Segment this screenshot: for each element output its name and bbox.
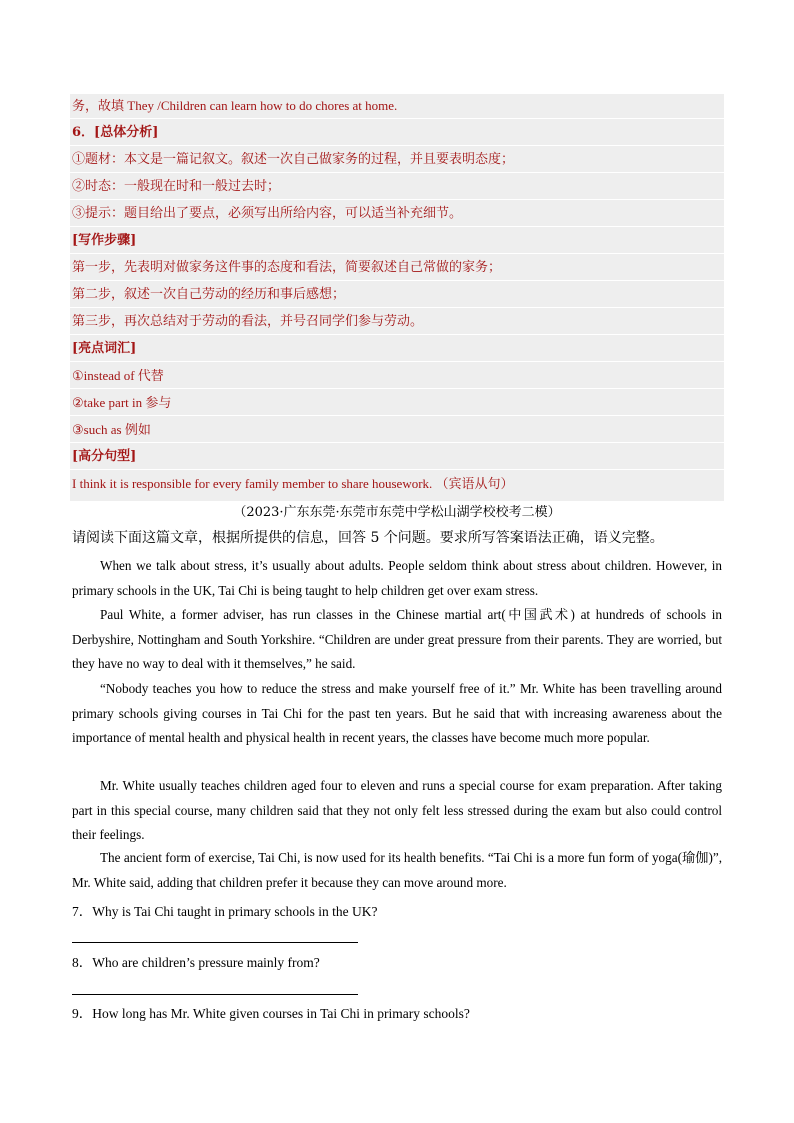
answer-line-en: I think it is responsible for every family member to share housework. （宾语从句） [72,476,514,491]
answer-line-zh: 第二步，叙述一次自己劳动的经历和事后感想； [72,287,346,302]
vocab-item [72,364,164,388]
row-separator [70,469,724,470]
answer-line [72,94,397,118]
question-7: 7．Why is Tai Chi taught in primary schools in the UK? [72,904,378,919]
row-separator [70,415,724,416]
answer-line [72,175,280,199]
answer-line-zh: [亮点词汇] [72,341,137,356]
question-9: 9．How long has Mr. White given courses in Tai Chi in primary schools? [72,1006,470,1021]
passage-paragraph: The ancient form of exercise, Tai Chi, is now used for its health benefits. “Tai Chi is a more fun form of yoga(瑜伽)”, Mr. White said, adding that children prefer it because they can move around more. [72,850,722,890]
answer-line-zh: ①题材：本文是一篇记叙文。叙述一次自己做家务的过程，并且要表明态度； [72,152,515,167]
vocab-item [72,391,171,415]
row-separator [70,172,724,173]
answer-line-en: take part in 参与 [83,395,172,410]
passage-paragraph: “Nobody teaches you how to reduce the stress and make yourself free of it.” Mr. White has been travelling around primary schools giving courses in Tai Chi for the past ten years. But he said that with increasing awareness about the importance of mental health and physical health in recent years, the classes have become much more popular. [72,681,722,745]
row-separator [70,226,724,227]
row-separator [70,361,724,362]
answer-explanation-box [70,94,724,501]
answer-line-en: instead of 代替 [83,368,164,383]
answer-blank-8[interactable] [72,994,358,995]
answer-line-zh: ②时态：一般现在时和一般过去时； [72,179,281,194]
row-separator [70,280,724,281]
answer-line-en: such as 例如 [83,422,151,437]
answer-line-zh: [高分句型] [72,449,137,464]
answer-line [72,256,501,280]
row-separator [70,145,724,146]
row-separator [70,199,724,200]
answer-line [72,472,514,496]
row-separator [70,334,724,335]
row-separator [70,253,724,254]
section-heading-high-score-sentence [72,445,136,469]
answer-line [72,148,514,172]
row-separator [70,118,724,119]
answer-line-zh: [写作步骤] [72,233,137,248]
answer-line-zh: 务，故填 [72,99,125,114]
answer-line-zh: 第三步，再次总结对于劳动的看法，并号召同学们参与劳动。 [72,314,424,329]
vocab-item [72,418,151,442]
answer-blank-7[interactable] [72,942,358,943]
answer-line [72,283,345,307]
answer-line-zh: ① [72,369,84,384]
passage-paragraph: Paul White, a former adviser, has run classes in the Chinese martial art(中国武术) at hundreds of schools in Derbyshire, Nottingham and South Yorkshire. “Children are under great pressure from their parents. They are worried, but they have no way to deal with it themselves,” he said. [72,607,722,671]
row-separator [70,388,724,389]
section-heading-overall-analysis [72,121,158,145]
answer-line-zh: 6．[总体分析] [72,125,159,140]
answer-line-en: They /Children can learn how to do chores at home. [124,98,398,113]
reading-instruction: 请阅读下面这篇文章，根据所提供的信息，回答 5 个问题。要求所写答案语法正确，语义完整。 [72,530,664,546]
passage-paragraph: Mr. White usually teaches children aged four to eleven and runs a special course for exam preparation. After taking part in this special course, many children said that they not only felt less stressed during the exam but also could control their feelings. [72,778,722,842]
answer-line-zh: ③提示：题目给出了要点，必须写出所给内容，可以适当补充细节。 [72,206,463,221]
answer-line [72,310,423,334]
question-8: 8．Who are children’s pressure mainly from? [72,955,320,970]
answer-line [72,202,462,226]
passage-paragraph: When we talk about stress, it’s usually about adults. People seldom think about stress about children. However, in primary schools in the UK, Tai Chi is being taught to help children get over exam stress. [72,558,722,598]
row-separator [70,442,724,443]
answer-line-zh: ③ [72,423,84,438]
answer-line-zh: 第一步，先表明对做家务这件事的态度和看法，简要叙述自己常做的家务； [72,260,502,275]
section-heading-writing-steps [72,229,136,253]
answer-line-zh: ② [72,396,84,411]
row-separator [70,307,724,308]
section-heading-highlight-vocab [72,337,136,361]
source-citation: （2023·广东东莞·东莞市东莞中学松山湖学校校考二模） [233,505,561,520]
